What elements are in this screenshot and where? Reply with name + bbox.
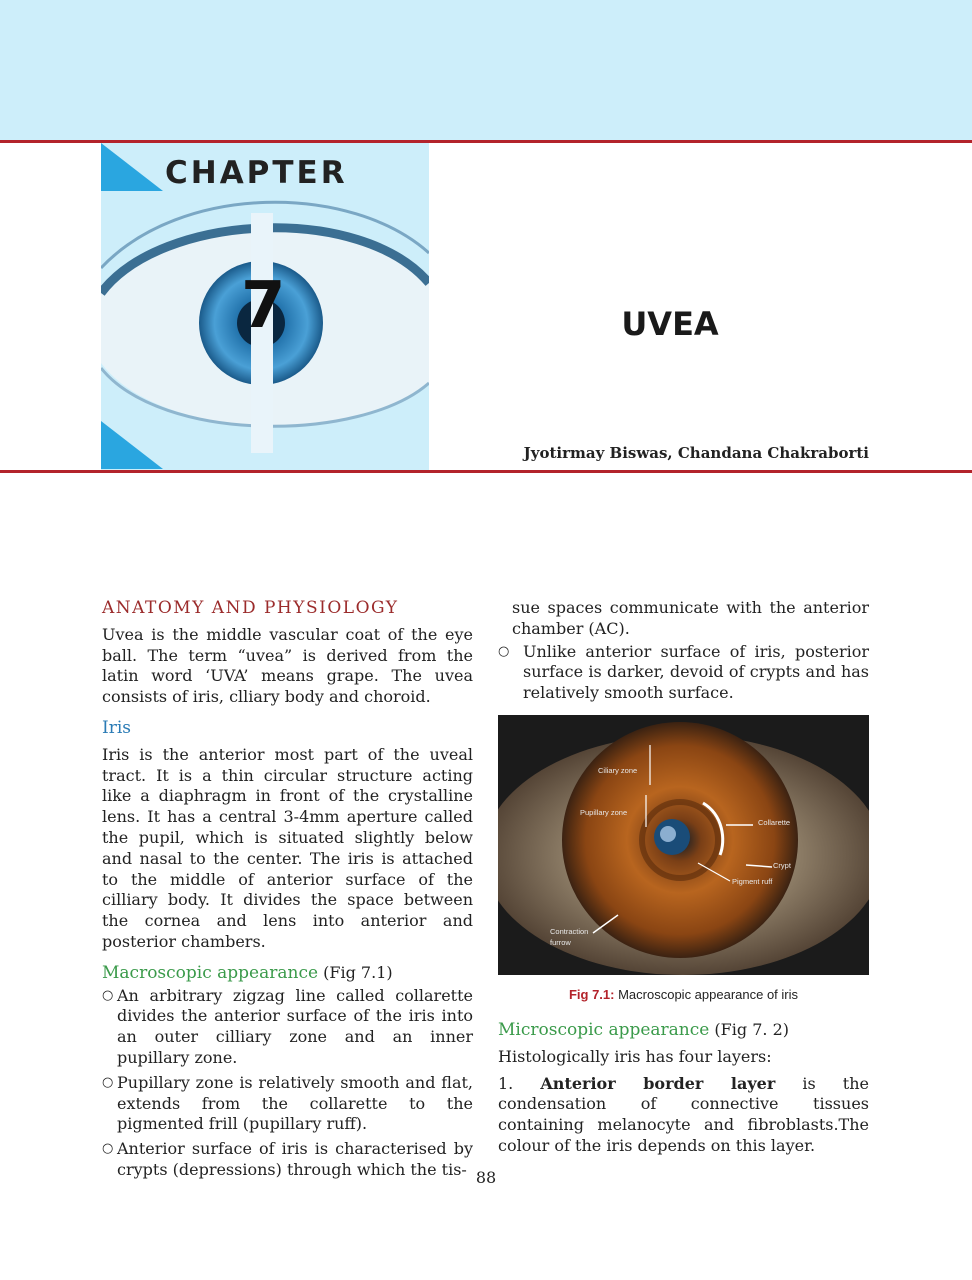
label-pigment-ruff: Pigment ruff [732,877,773,886]
list-item: ○ Pupillary zone is relatively smooth and flat, extends from the collarette to the pigmented frill (pupillary ruff). [102,1072,473,1134]
iris-photo [498,715,869,975]
label-crypt: Crypt [773,861,791,870]
chapter-triangle-bottom [101,421,163,469]
label-collarette: Collarette [758,818,791,827]
right-column-top [498,598,869,708]
header-rule-bottom [0,470,972,473]
label-pupillary-zone: Pupillary zone [580,808,628,817]
microscopic-heading: Microscopic appearance [498,1020,710,1040]
microscopic-ref: (Fig 7. 2) [709,1020,789,1039]
header-band [0,0,972,140]
section-heading: ANATOMY AND PHYSIOLOGY [102,598,399,618]
list-item: ○ Unlike anterior surface of iris, posterior surface is darker, devoid of crypts and has relatively smooth surface. [498,641,869,703]
left-column [102,598,473,1185]
chapter-title: UVEA [621,305,719,343]
layer-paragraph: 1. Anterior border layer is the condensation of connective tissues containing melanocyte and fibroblasts.The colour of the iris depends on this layer. [498,1073,870,1155]
authors: Jyotirmay Biswas, Chandana Chakraborti [523,444,869,462]
list-item: ○ Anterior surface of iris is characterised by crypts (depressions) through which the tis- [102,1139,473,1179]
macroscopic-ref: (Fig 7.1) [318,962,393,982]
macroscopic-heading: Macroscopic appearance [102,962,319,983]
histology-text: Histologically iris has four layers: [498,1046,772,1066]
figure-caption: Fig 7.1: Macroscopic appearance of iris [568,987,799,1002]
iris-figure [498,715,869,975]
label-ciliary-zone: Ciliary zone [598,766,638,775]
continuation-paragraph: sue spaces communicate with the anterior chamber (AC). [512,598,869,638]
iris-paragraph: Iris is the anterior most part of the uveal tract. It is a thin circular structure acting like a diaphragm in front of the crystalline lens. It has a central 3-4mm aperture called the pupil, which is situated slightly below and nasal to the center. The iris is attached to the middle of anterior surface of the cilliary body. It divides the space between the cornea and lens into anterior and posterior chambers. [102,744,473,951]
iris-heading: Iris [102,717,132,738]
right-column-bottom [498,1020,869,1157]
chapter-badge [101,143,429,470]
label-furrow: furrow [550,938,571,947]
intro-paragraph: Uvea is the middle vascular coat of the eye ball. The term “uvea” is derived from the latin word ‘UVA’ means grape. The uvea consists of iris, clliary body and choroid. [102,624,473,707]
chapter-triangle-top [101,143,163,191]
label-contraction: Contraction [550,927,589,936]
page-number: 88 [475,1168,497,1187]
chapter-label: CHAPTER [165,155,348,191]
list-item: ○ An arbitrary zigzag line called collarette divides the anterior surface of the iris into an outer cilliary zone and an inner pupillary zone. [102,985,473,1067]
chapter-number: 7 [241,269,286,343]
